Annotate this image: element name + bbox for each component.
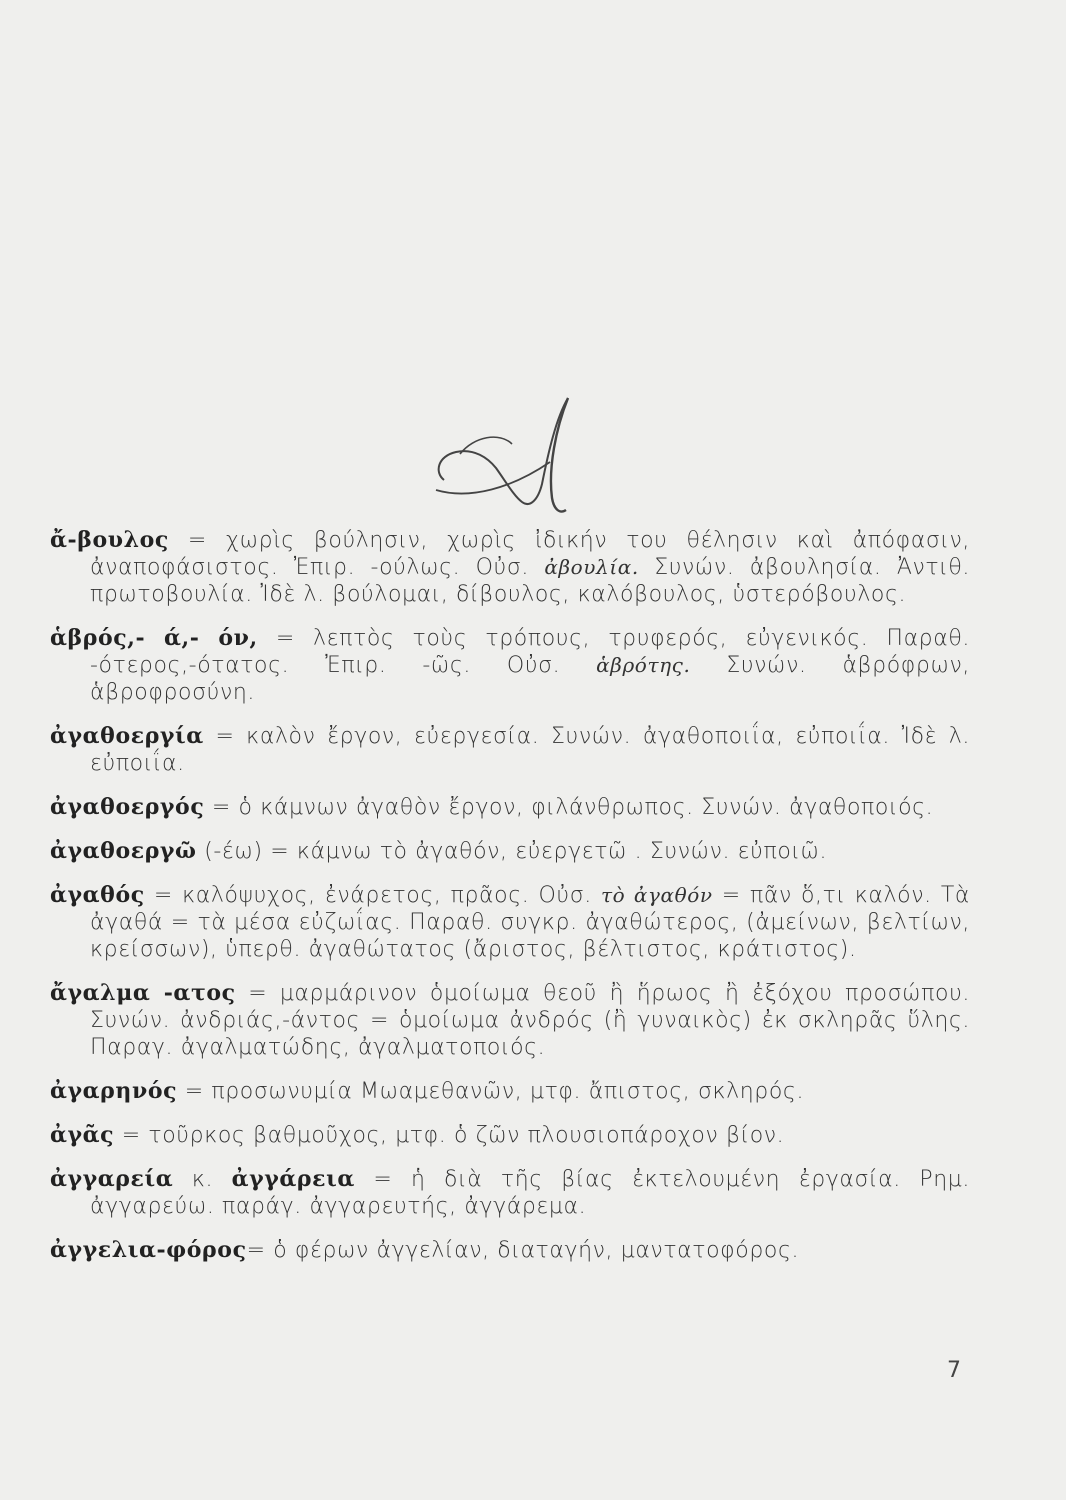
definition-italic: ἀβουλία. — [544, 555, 639, 579]
headword-variant: ἀγγάρεια — [231, 1166, 355, 1192]
definition-rest: = πᾶν ὅ,τι καλόν. Τὰ ἀγαθά = τὰ μέσα εὐζωΐας. Παραθ. συγκρ. ἀγαθώτερος, (ἀμείνων, βελτίων, κρείσσων), ὑπερθ. ἀγαθώτατος (ἄριστος, βέλτιστος, κράτιστος). — [90, 883, 970, 962]
definition: = ὁ φέρων ἀγγελίαν, διαταγήν, μαντατοφόρος. — [246, 1238, 800, 1263]
entry-agathoergos — [50, 794, 970, 821]
definition: = καλὸν ἔργον, εὐεργεσία. Συνών. ἀγαθοποιΐα, εὐποιΐα. Ἰδὲ λ. εὐποιΐα. — [90, 724, 970, 776]
headword: ἀγαθός — [50, 882, 145, 908]
definition-italic: ἁβρότης. — [596, 653, 691, 677]
headword: ἄ-βουλος — [50, 527, 169, 553]
headword: ἀγᾶς — [50, 1122, 115, 1148]
entry-aboulos — [50, 527, 970, 608]
headword: ἀγαθοεργός — [50, 794, 205, 820]
entry-aggeliaforos — [50, 1237, 970, 1264]
headword: ἀγαθοεργῶ — [50, 838, 197, 864]
entry-agas — [50, 1122, 970, 1149]
definition-rest: Συνών. ἀβουλησία. Ἀντιθ. πρωτοβουλία. Ἰδὲ λ. βούλομαι, δίβουλος, καλόβουλος, ὑστερόβουλος. — [90, 555, 970, 607]
entry-agarinos — [50, 1078, 970, 1105]
entry-agathoergia — [50, 723, 970, 777]
page-number: 7 — [947, 1358, 961, 1383]
definition: = προσωνυμία Μωαμεθανῶν, μτφ. ἄπιστος, σκληρός. — [177, 1079, 805, 1104]
headword: ἁβρός,- ά,- όν, — [50, 625, 258, 651]
definition: = τοῦρκος βαθμοῦχος, μτφ. ὁ ζῶν πλουσιοπάροχον βίον. — [114, 1123, 785, 1148]
headword: ἀγαρηνός — [50, 1078, 178, 1104]
definition: = μαρμάρινον ὁμοίωμα θεοῦ ἢ ἥρωος ἢ ἐξόχου προσώπου. Συνών. ἀνδριάς,-άντος = ὁμοίωμα ἀνδρός (ἢ γυναικὸς) ἐκ σκληρᾶς ὕλης. Παραγ. ἀγαλματώδης, ἀγαλματοποιός. — [90, 981, 970, 1060]
entry-aggareia — [50, 1166, 970, 1220]
entry-agathoergo — [50, 838, 970, 865]
headword: ἄγαλμα -ατος — [50, 980, 236, 1006]
entry-agalma — [50, 980, 970, 1061]
definition: = καλόψυχος, ἐνάρετος, πρᾶος. Οὐσ. — [144, 883, 601, 908]
definition: κ. — [173, 1167, 232, 1192]
definition: = χωρὶς βούλησιν, χωρὶς ἰδικήν του θέλησιν καὶ ἀπόφασιν, ἀναποφάσιστος. Ἐπιρ. -ούλως. Οὐσ. — [90, 528, 970, 580]
definition: = ὁ κάμνων ἀγαθὸν ἔργον, φιλάνθρωπος. Συνών. ἀγαθοποιός. — [204, 795, 934, 820]
headword: ἀγαθοεργία — [50, 723, 204, 749]
entry-abros — [50, 625, 970, 706]
headword: ἀγγελια-φόρος — [50, 1237, 247, 1263]
dictionary-entries — [50, 527, 970, 1281]
entry-agathos — [50, 882, 970, 963]
definition-italic: τὸ ἀγαθόν — [601, 883, 713, 907]
definition: (-έω) = κάμνω τὸ ἀγαθόν, εὐεργετῶ . Συνών. εὐποιῶ. — [196, 839, 828, 864]
definition-rest: = ἡ διὰ τῆς βίας ἐκτελουμένη ἐργασία. Ρημ. ἀγγαρεύω. παράγ. ἀγγαρευτής, ἀγγάρεμα. — [90, 1167, 970, 1219]
definition-rest: Συνών. ἁβρόφρων, ἁβροφροσύνη. — [90, 653, 970, 705]
definition: = λεπτὸς τοὺς τρόπους, τρυφερός, εὐγενικός. Παραθ. -ότερος,-ότατος. Ἐπιρ. -ῶς. Οὐσ. — [90, 626, 970, 678]
decorative-letter-alpha-icon — [430, 392, 580, 522]
headword: ἀγγαρεία — [50, 1166, 174, 1192]
